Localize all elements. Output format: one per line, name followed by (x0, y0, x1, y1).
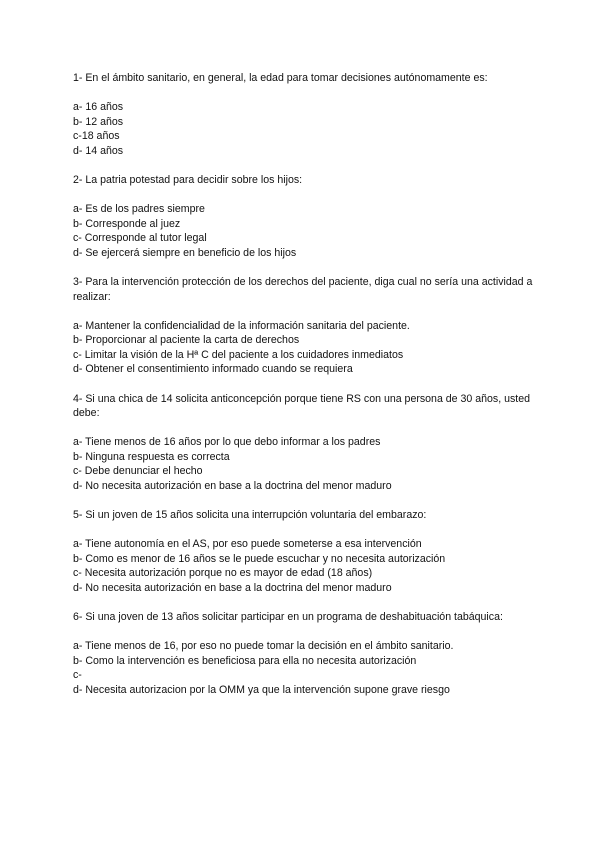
question-5 (73, 508, 543, 595)
option-a: a- Tiene menos de 16, por eso no puede tomar la decisión en el ámbito sanitario. (73, 640, 454, 652)
question-3 (73, 275, 543, 377)
option-b: b- Ninguna respuesta es correcta (73, 450, 230, 463)
option-a: a- Tiene menos de 16 años por lo que debo informar a los padres (73, 436, 381, 448)
option-b: b- Como la intervención es beneficiosa para ella no necesita autorización (73, 654, 417, 667)
option-d: d- Necesita autorizacion por la OMM ya que la intervención supone grave riesgo (73, 683, 450, 696)
document-page (73, 71, 543, 712)
option-b: b- Como es menor de 16 años se le puede escuchar y no necesita autorización (73, 552, 446, 565)
question-4 (73, 392, 543, 494)
question-stem: 6- Si una joven de 13 años solicitar participar en un programa de deshabituación tabáquica: (73, 611, 503, 623)
option-b: b- Corresponde al juez (73, 217, 181, 230)
option-a: a- 16 años (73, 101, 124, 113)
option-a: a- Tiene autonomía en el AS, por eso puede someterse a esa intervención (73, 538, 422, 550)
option-b: b- Proporcionar al paciente la carta de derechos (73, 334, 300, 346)
question-1 (73, 71, 543, 158)
option-c: c- Debe denunciar el hecho (73, 465, 203, 477)
question-stem: 3- Para la intervención protección de los derechos del paciente, diga cual no sería una actividad a realizar: (73, 276, 533, 303)
option-c: c- (73, 669, 82, 681)
option-d: d- No necesita autorización en base a la doctrina del menor maduro (73, 581, 392, 594)
option-d: d- No necesita autorización en base a la doctrina del menor maduro (73, 479, 392, 492)
question-2 (73, 173, 543, 260)
question-6 (73, 610, 543, 697)
question-stem: 5- Si un joven de 15 años solicita una interrupción voluntaria del embarazo: (73, 509, 427, 521)
option-d: d- 14 años (73, 144, 124, 157)
option-c: c- Necesita autorización porque no es mayor de edad (18 años) (73, 567, 373, 579)
option-d: d- Obtener el consentimiento informado cuando se requiera (73, 363, 353, 375)
question-stem: 2- La patria potestad para decidir sobre los hijos: (73, 174, 303, 186)
option-d: d- Se ejercerá siempre en beneficio de los hijos (73, 246, 297, 259)
option-a: a- Mantener la confidencialidad de la información sanitaria del paciente. (73, 319, 410, 332)
option-a: a- Es de los padres siempre (73, 203, 205, 215)
option-c: c- Limitar la visión de la Hª C del paciente a los cuidadores inmediatos (73, 348, 404, 361)
question-stem: 4- Si una chica de 14 solicita anticoncepción porque tiene RS con una persona de 30 años, usted debe: (73, 392, 531, 419)
question-stem: 1- En el ámbito sanitario, en general, la edad para tomar decisiones autónomamente es: (73, 72, 488, 84)
option-c: c-18 años (73, 130, 120, 142)
option-b: b- 12 años (73, 115, 124, 128)
option-c: c- Corresponde al tutor legal (73, 232, 207, 244)
